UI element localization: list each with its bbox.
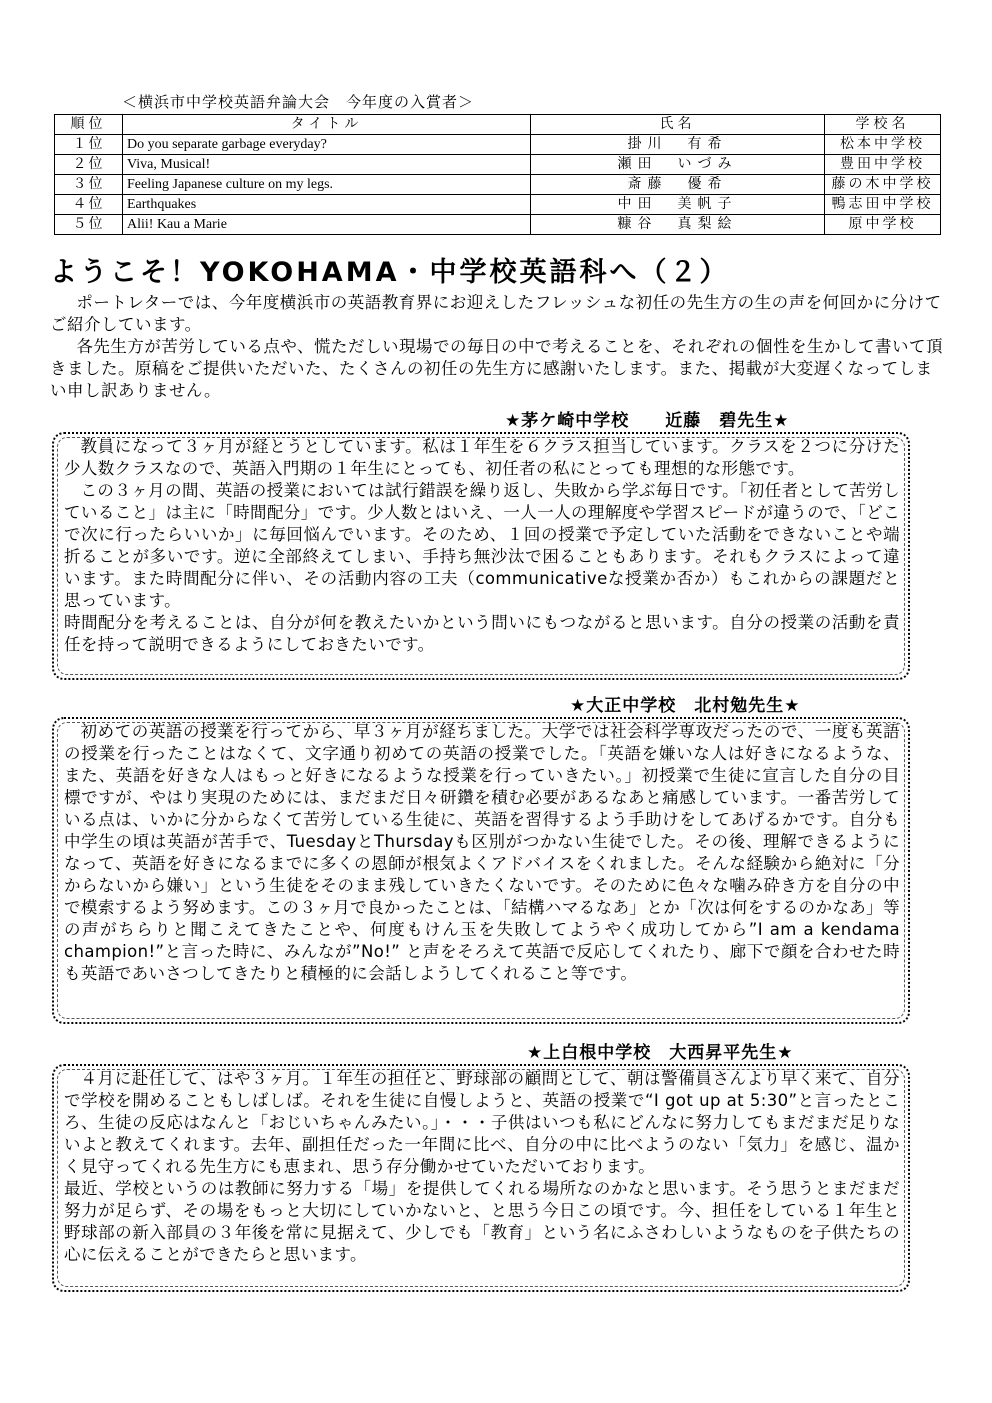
- table-row: [55, 195, 941, 215]
- essay-3-box: [52, 1064, 910, 1292]
- essay-3-paragraph-2: 最近、学校というのは教師に努力する「場」を提供してくれる場所なのかなと思います。そう思うとまだまだ努力が足らず、その場をもっと大切にしていかないと、と思う今日この頃です。今、担任をしている１年生と野球部の新入部員の３年後を常に見据えて、少しでも「教育」という名にふさわしいようなものを子供たちの心に伝えることができたらと思います。: [64, 1179, 900, 1264]
- essay-2-paragraph-1: 初めての英語の授業を行ってから、早３ヶ月が経ちました。大学では社会科学専攻だったので、一度も英語の授業を行ったことはなくて、文字通り初めての英語の授業でした。「英語を嫌いな人は好きになるような、また、英語を好きな人はもっと好きになるような授業を行っていきたい。」初授業で生徒に宣言した自分の目標ですが、やはり実現のためには、まだまだ日々研鑽を積む必要があるなあと痛感しています。一番苦労している点は、いかに分からなくて苦労している生徒に、英語を習得するよう手助けをしてあげるかです。自分も中学生の頃は英語が苦手で、TuesdayとThursdayも区別がつかない生徒でした。その後、理解できるようになって、英語を好きになるまでに多くの恩師が根気よくアドバイスをくれました。そんな経験から絶対に「分からないから嫌い」という生徒をそのまま残していきたくないです。そのために色々な噛み砕き方を自分の中で模索するよう努めます。この３ヶ月で良かったことは、「結構ハマるなあ」とか「次は何をするのかなあ」等の声がちらりと聞こえてきたことや、何度もけん玉を失敗してようやく成功してから”I am a kendama champion!”と言った時に、みんなが”No!” と声をそろえて英語で反応してくれたり、廊下で顔を合わせた時も英語であいさつしてきたりと積極的に会話しようしてくれること等です。: [64, 722, 900, 983]
- table-row: [55, 175, 941, 195]
- school-cell: 藤の木中学校: [825, 175, 941, 195]
- rank-cell: ４位: [55, 195, 123, 215]
- school-cell: 鴨志田中学校: [825, 195, 941, 215]
- school-cell: 原中学校: [825, 215, 941, 235]
- awards-header-row: [55, 115, 941, 135]
- title-cell: Do you separate garbage everyday?: [123, 135, 531, 155]
- title-cell: Viva, Musical!: [123, 155, 531, 175]
- essay-2-box: [52, 717, 910, 1024]
- school-cell: 松本中学校: [825, 135, 941, 155]
- essay-1-box: [52, 432, 910, 680]
- rank-cell: ５位: [55, 215, 123, 235]
- intro-paragraph-1: ポートレターでは、今年度横浜市の英語教育界にお迎えしたフレッシュな初任の先生方の生の声を何回かに分けてご紹介しています。: [50, 293, 942, 334]
- header-title: タイトル: [123, 115, 531, 135]
- header-name: 氏名: [531, 115, 825, 135]
- table-row: [55, 215, 941, 235]
- rank-cell: １位: [55, 135, 123, 155]
- name-cell: 掛川 有希: [531, 135, 825, 155]
- essay-1-paragraph-2: この３ヶ月の間、英語の授業においては試行錯誤を繰り返し、失敗から学ぶ毎日です。「初任者として苦労していること」は主に「時間配分」です。少人数とはいえ、一人一人の理解度や学習スピードが違うので、「どこで次に行ったらいいか」に毎回悩んでいます。そのため、１回の授業で予定していた活動をできないことや端折ることが多いです。逆に全部終えてしまい、手持ち無沙汰で困ることもあります。それもクラスによって違います。また時間配分に伴い、その活動内容の工夫（communicativeな授業か否か）もこれからの課題だと思っています。: [64, 481, 900, 610]
- school-cell: 豊田中学校: [825, 155, 941, 175]
- essay-2-byline: ★大正中学校 北村勉先生★: [570, 696, 801, 716]
- intro-paragraph-2: 各先生方が苦労している点や、慌ただしい現場での毎日の中で考えることを、それぞれの個性を生かして書いて頂きました。原稿をご提供いただいた、たくさんの初任の先生方に感謝いたします。また、掲載が大変遅くなってしまい申し訳ありません。: [50, 337, 944, 400]
- rank-cell: ２位: [55, 155, 123, 175]
- title-cell: Earthquakes: [123, 195, 531, 215]
- essay-1-paragraph-1: 教員になって３ヶ月が経とうとしています。私は１年生を６クラス担当しています。クラスを２つに分けた少人数クラスなので、英語入門期の１年生にとっても、初任者の私にとっても理想的な形態です。: [64, 437, 900, 478]
- name-cell: 中田 美帆子: [531, 195, 825, 215]
- awards-table: [54, 114, 941, 235]
- title-cell: Feeling Japanese culture on my legs.: [123, 175, 531, 195]
- rank-cell: ３位: [55, 175, 123, 195]
- essay-1-byline: ★茅ケ崎中学校 近藤 碧先生★: [505, 411, 790, 431]
- title-cell: Alii! Kau a Marie: [123, 215, 531, 235]
- name-cell: 糠谷 真梨絵: [531, 215, 825, 235]
- essay-3-byline: ★上白根中学校 大西昇平先生★: [527, 1043, 794, 1063]
- table-row: [55, 155, 941, 175]
- name-cell: 斎藤 優希: [531, 175, 825, 195]
- table-row: [55, 135, 941, 155]
- essay-3-paragraph-1: ４月に赴任して、はや３ヶ月。１年生の担任と、野球部の顧問として、朝は警備員さんより早く来て、自分で学校を開めることもしばしば。それを生徒に自慢しようと、英語の授業で“I got up at 5:30”と言ったところ、生徒の反応はなんと「おじいちゃんみたい。」・・・子供はいつも私にどんなに努力してもまだまだ足りないよと教えてくれます。去年、副担任だった一年間に比べ、自分の中に比べようのない「気力」を感じ、温かく見守ってくれる先生方にも恵まれ、思う存分働かせていただいております。: [64, 1069, 900, 1176]
- essay-1-paragraph-3: 時間配分を考えることは、自分が何を教えたいかという問いにもつながると思います。自分の授業の活動を責任を持って説明できるようにしておきたいです。: [64, 613, 900, 654]
- page-title: ようこそ！YOKOHAMA・中学校英語科へ（２）: [50, 257, 730, 288]
- awards-caption: ＜横浜市中学校英語弁論大会 今年度の入賞者＞: [122, 93, 475, 111]
- header-school: 学校名: [825, 115, 941, 135]
- name-cell: 瀬田 いづみ: [531, 155, 825, 175]
- header-rank: 順位: [55, 115, 123, 135]
